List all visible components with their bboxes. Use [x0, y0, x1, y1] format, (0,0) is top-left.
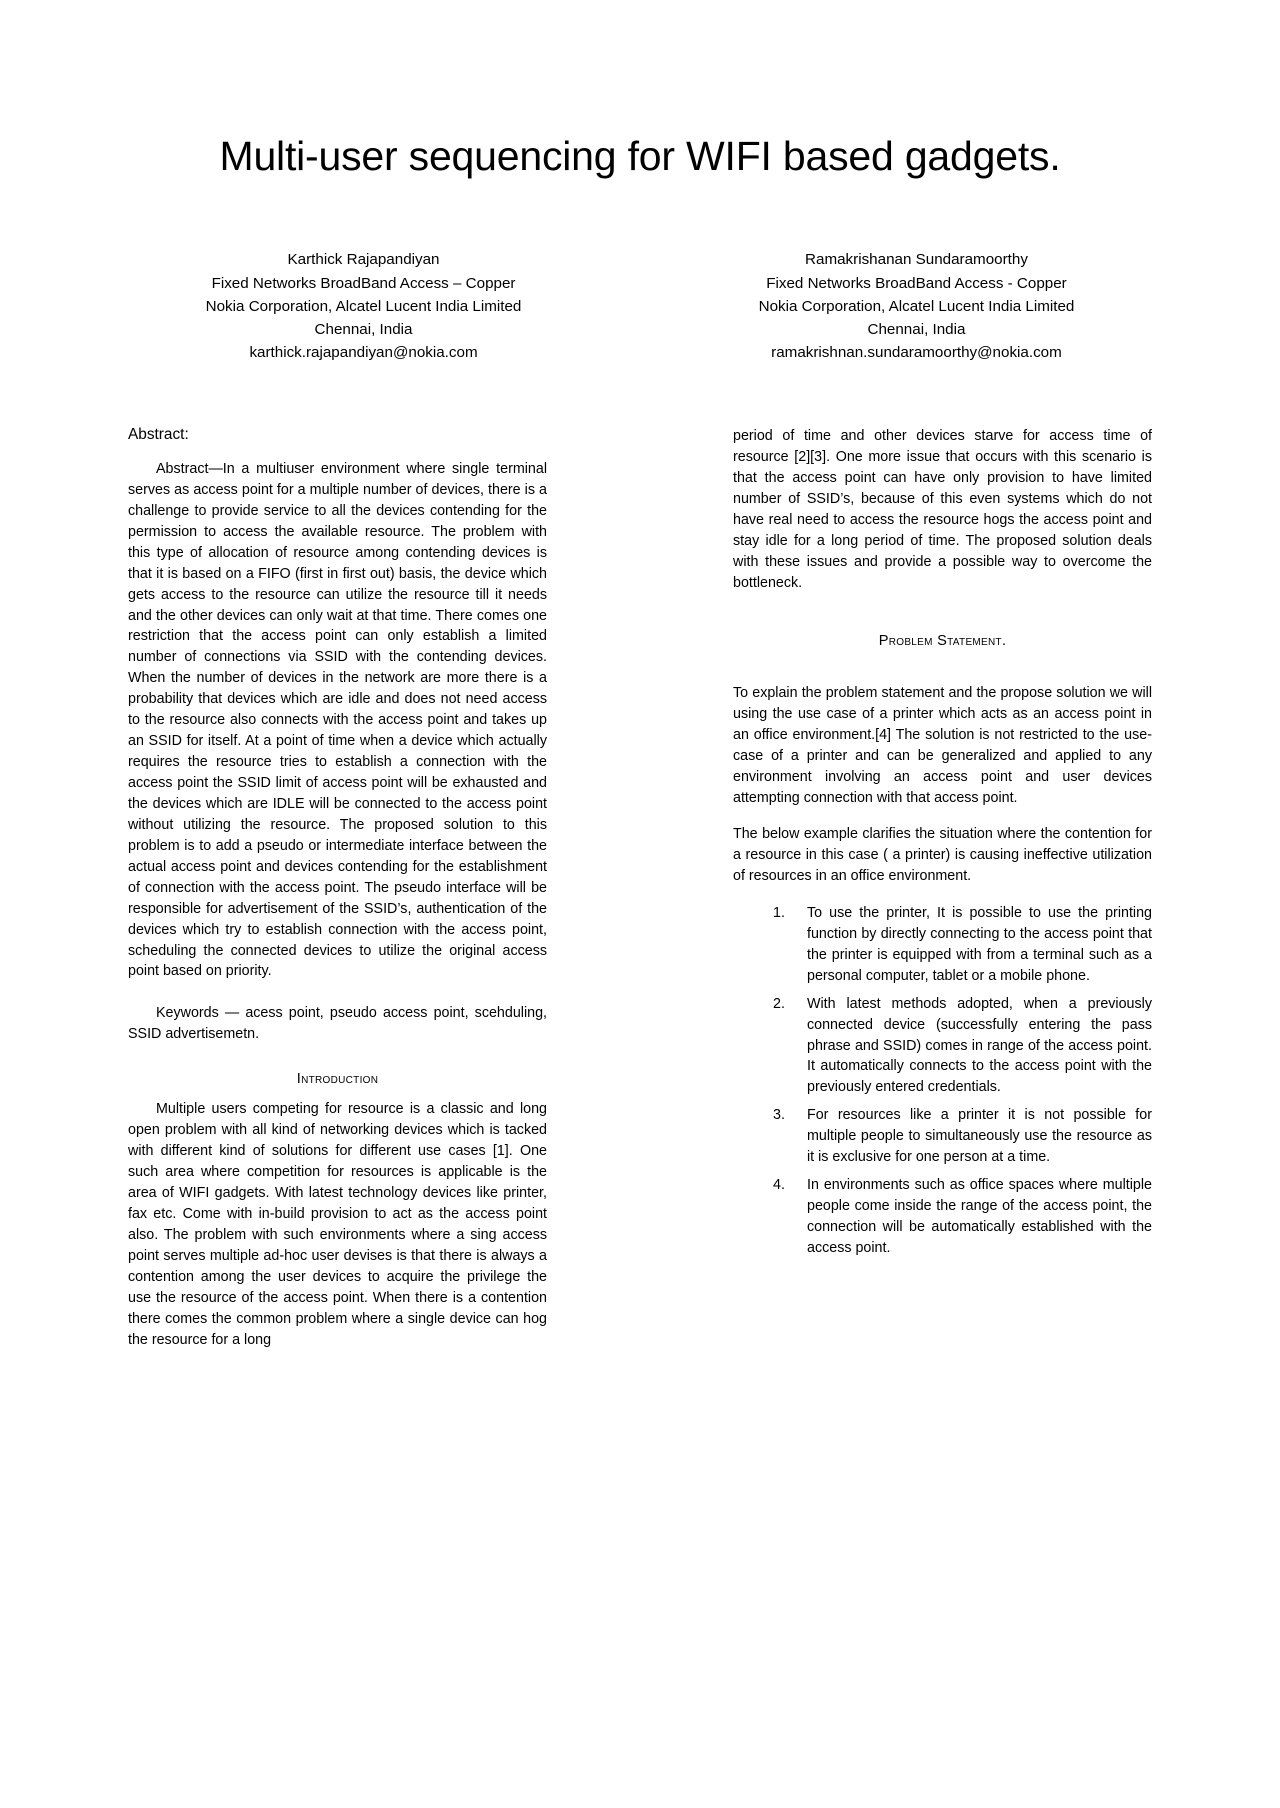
author-location: Chennai, India	[314, 320, 413, 338]
title-block	[0, 0, 1280, 182]
author-email: ramakrishnan.sundaramoorthy@nokia.com	[771, 343, 1062, 361]
abstract-body: Abstract—In a multiuser environment where single terminal serves as access point for a multiple number of devices, there is a challenge to provide service to all the devices contending for the permission to access the available resource. The problem with this type of allocation of resource among contending devices is that it is based on a FIFO (first in first out) basis, the device which gets access to the resource can utilize the resource till it needs and the other devices can only wait at that time. There comes one restriction that the access point can only establish a limited number of connections via SSID with the contending devices. When the number of devices in the network are more there is a probability that devices which are idle and does not need access to the resource also connects with the access point and takes up an SSID for itself. At a point of time when a device which actually requires the resource tries to establish a connection with the access point the SSID limit of access point will be exhausted and the devices which are IDLE will be connected to the access point without utilizing the resource. The proposed solution to this problem is to add a pseudo or intermediate interface between the actual access point and devices contending for the establishment of connection with the access point. The pseudo interface will be responsible for advertisement of the SSID’s, authentication of the devices which try to establish connection with the access point, scheduling the connected devices to utilize the original access point based on priority.	[128, 460, 547, 980]
author-department: Fixed Networks BroadBand Access - Copper	[766, 274, 1067, 292]
author-department: Fixed Networks BroadBand Access – Copper	[211, 274, 516, 292]
body-columns	[0, 364, 1280, 1351]
problem-statement-list	[733, 903, 1152, 1259]
problem-statement-paragraph-2: The below example clarifies the situation where the contention for a resource in this case ( a printer) is causing ineffective utilization of resources in an office environment.	[733, 826, 1152, 884]
right-column	[733, 426, 1152, 1266]
section-heading-problem-statement: Problem Statement.	[878, 633, 1007, 650]
list-item: To use the printer, It is possible to use the printing function by directly connecting to the access point that the printer is equipped with from a terminal such as a personal computer, tablet or a mobile phone.	[807, 904, 1152, 984]
introduction-body: Multiple users competing for resource is a classic and long open problem with all kind of networking devices which is tacked with different kind of solutions for different use cases [1]. One such area where competition for resources is applicable is the area of WIFI gadgets. With latest technology devices like printer, fax etc. Come with in-build provision to act as the access point also. The problem with such environments where a sing access point serves multiple ad-hoc user devises is that there is always a contention among the user devices to acquire the privilege the use the resource of the access point. When there is a contention there comes the common problem where a single device can hog the resource for a long	[128, 1101, 547, 1348]
list-item: In environments such as office spaces where multiple people come inside the range of the access point, the connection will be automatically established with the access point.	[807, 1177, 1152, 1256]
section-heading-introduction: Introduction	[296, 1071, 379, 1088]
left-column	[128, 426, 547, 1351]
author-block	[0, 182, 1280, 363]
author-email: karthick.rajapandiyan@nokia.com	[249, 343, 478, 361]
keywords-paragraph: Keywords — acess point, pseudo access point, scehduling, SSID advertisemetn.	[128, 1005, 547, 1043]
abstract-label: Abstract:	[128, 425, 189, 443]
page-title: Multi-user sequencing for WIFI based gadgets.	[219, 133, 1061, 179]
list-item: For resources like a printer it is not possible for multiple people to simultaneously use the resource as it is exclusive for one person at a time.	[807, 1107, 1152, 1166]
author-name: Ramakrishanan Sundaramoorthy	[805, 251, 1028, 269]
list-item: With latest methods adopted, when a previously connected device (successfully entering the pass phrase and SSID) comes in range of the access point. It automatically connects to the access point with the previously entered credentials.	[807, 995, 1152, 1096]
author-entry-1	[128, 248, 599, 363]
author-name: Karthick Rajapandiyan	[287, 251, 440, 269]
introduction-continuation: period of time and other devices starve for access time of resource [2][3]. One more issue that occurs with this scenario is that the access point can have only provision to have limited number of SSID’s, because of this even systems which do not have real need to access the resource hogs the access point and stay idle for a long period of time. The proposed solution deals with these issues and provide a possible way to overcome the bottleneck.	[733, 427, 1152, 591]
author-organization: Nokia Corporation, Alcatel Lucent India Limited	[205, 297, 522, 315]
problem-statement-paragraph-1: To explain the problem statement and the propose solution we will using the use case of a printer which acts as an access point in an office environment.[4] The solution is not restricted to the use-case of a printer and can be generalized and applied to any environment involving an access point and user devices attempting connection with that access point.	[733, 685, 1152, 807]
author-entry-2	[681, 248, 1152, 363]
author-location: Chennai, India	[867, 320, 966, 338]
author-organization: Nokia Corporation, Alcatel Lucent India Limited	[758, 297, 1075, 315]
